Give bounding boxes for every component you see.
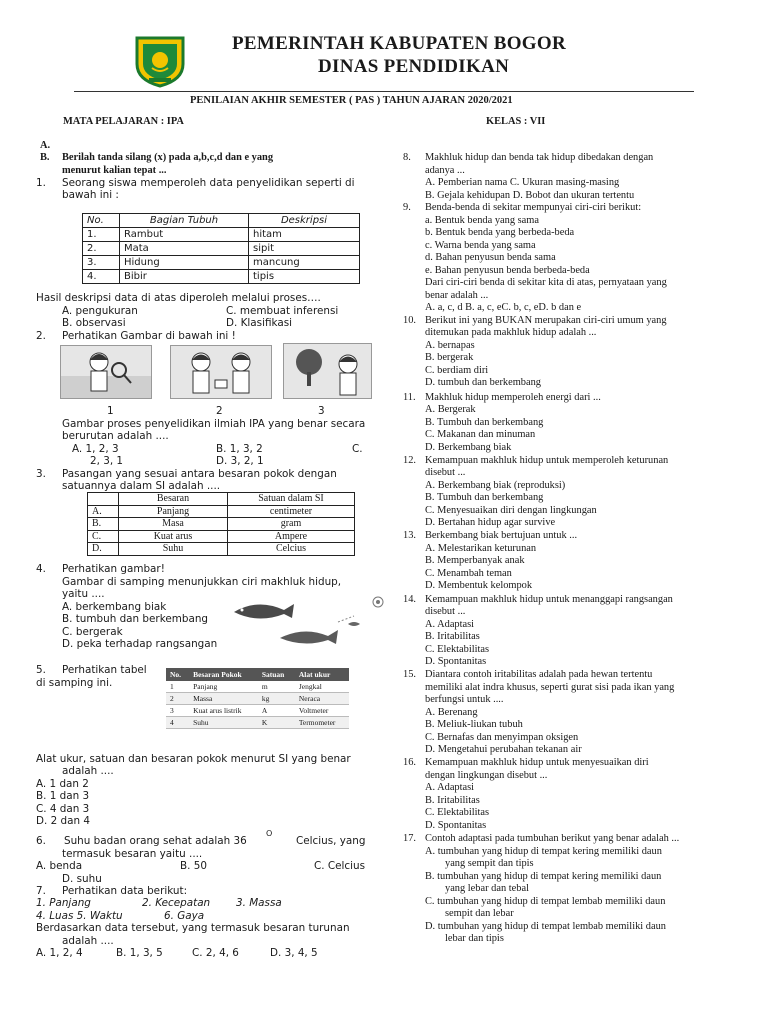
q5-question-2: adalah ....	[62, 765, 114, 777]
q9-item-a: a. Bentuk benda yang sama	[425, 215, 539, 226]
q4-option-b: B. tumbuh dan berkembang	[62, 613, 209, 625]
cell: D.	[88, 543, 119, 556]
q15-option-d: D. Mengetahui perubahan tekanan air	[425, 744, 582, 755]
cell: Rambut	[120, 228, 249, 242]
q12-option-d: D. Bertahan hidup agar survive	[425, 517, 556, 528]
q14-option-a: A. Adaptasi	[425, 619, 475, 630]
table-row	[83, 256, 360, 270]
cell: A	[258, 705, 295, 717]
cell: Neraca	[295, 693, 349, 705]
q3-number: 3.	[36, 468, 46, 480]
q3-text: Pasangan yang sesuai antara besaran pokok dengan	[62, 468, 337, 480]
q16-number: 16.	[403, 757, 416, 768]
q14-text: Kemampuan makhluk hidup untuk menanggapi rangsangan	[425, 594, 673, 605]
cell: Bibir	[120, 270, 249, 284]
q2-picture-1	[60, 345, 152, 399]
cell: 2.	[83, 242, 120, 256]
table-row	[166, 717, 349, 729]
q17-option-b-2: yang lebar dan tebal	[445, 883, 529, 894]
cell: hitam	[249, 228, 360, 242]
cell: Massa	[189, 693, 258, 705]
q8-text-2: adanya ...	[425, 165, 465, 176]
q5-option-d: D. 2 dan 4	[36, 815, 90, 827]
q1-table	[82, 213, 360, 284]
q2-text: Perhatikan Gambar di bawah ini !	[62, 330, 236, 342]
q17-text: Contoh adaptasi pada tumbuhan berikut yang benar adalah ...	[425, 833, 680, 844]
q6-number: 6.	[36, 835, 46, 847]
q2-question: Gambar proses penyelidikan ilmiah IPA yang benar secara	[62, 418, 366, 430]
q2-number: 2.	[36, 330, 46, 342]
cell: 1	[166, 681, 189, 693]
q7-item-6: 6. Gaya	[164, 910, 205, 922]
q1-text-2: bawah ini :	[62, 189, 119, 201]
q2-option-c: C.	[352, 443, 363, 455]
q1-option-c: C. membuat inferensi	[226, 305, 339, 317]
cell: centimeter	[228, 505, 355, 518]
q9-item-d: d. Bahan penyusun benda sama	[425, 252, 556, 263]
q9-item-b: b. Bentuk benda yang berbeda-beda	[425, 227, 575, 238]
q2-picture-2	[170, 345, 272, 399]
q13-number: 13.	[403, 530, 416, 541]
q17-option-a: A. tumbuhan yang hidup di tempat kering memiliki daun	[425, 846, 662, 857]
header-divider	[74, 91, 694, 92]
cell: Panjang	[119, 505, 228, 518]
q15-text-3: berfungsi untuk ....	[425, 694, 504, 705]
cell: 3	[166, 705, 189, 717]
cell: kg	[258, 693, 295, 705]
q7-item-4: 4. Luas 5. Waktu	[36, 910, 123, 922]
q7-item-2: 2. Kecepatan	[142, 897, 211, 909]
q2-option-d: D. 3, 2, 1	[216, 455, 264, 467]
q11-option-b: B. Tumbuh dan berkembang	[425, 417, 544, 428]
q11-option-c: C. Makanan dan minuman	[425, 429, 536, 440]
q17-option-c: C. tumbuhan yang hidup di tempat lembab memiliki daun	[425, 896, 666, 907]
q9-options: A. a, c, d B. a, c, eC. b, c, eD. b dan e	[425, 302, 582, 313]
cell: 1.	[83, 228, 120, 242]
q3-col-option	[88, 493, 119, 506]
q4-number: 4.	[36, 563, 46, 575]
q10-text: Berikut ini yang BUKAN merupakan ciri-ciri umum yang	[425, 315, 667, 326]
q7-option-d: D. 3, 4, 5	[270, 947, 318, 959]
cell: Suhu	[119, 543, 228, 556]
q9-item-c: c. Warna benda yang sama	[425, 240, 536, 251]
q12-option-b: B. Tumbuh dan berkembang	[425, 492, 544, 503]
q1-question: Hasil deskripsi data di atas diperoleh melalui proses….	[36, 292, 321, 304]
q7-option-b: B. 1, 3, 5	[116, 947, 163, 959]
q4-fish-picture	[228, 592, 386, 650]
q10-option-c: C. berdiam diri	[425, 365, 489, 376]
q1-text: Seorang siswa memperoleh data penyelidikan seperti di	[62, 177, 355, 189]
q2-option-c-value: 2, 3, 1	[90, 455, 124, 467]
q2-label-1: 1	[107, 405, 114, 417]
q10-option-d: D. tumbuh dan berkembang	[425, 377, 542, 388]
table-row	[83, 270, 360, 284]
q12-option-a: A. Berkembang biak (reproduksi)	[425, 480, 566, 491]
q3-text-2: satuannya dalam SI adalah ....	[62, 480, 221, 492]
cell: Termometer	[295, 717, 349, 729]
section-b-instruction: Berilah tanda silang (x) pada a,b,c,d dan e yang	[62, 152, 274, 163]
cell: 4.	[83, 270, 120, 284]
q15-option-c: C. Bernafas dan menyimpan oksigen	[425, 732, 579, 743]
q14-option-b: B. Iritabilitas	[425, 631, 480, 642]
q8-options-ac: A. Pemberian nama C. Ukuran masing-masing	[425, 177, 620, 188]
subject-label: MATA PELAJARAN : IPA	[63, 116, 184, 127]
class-label: KELAS : VII	[486, 116, 546, 127]
q3-table	[87, 492, 355, 556]
q16-text: Kemampuan makhluk hidup untuk menyesuaikan diri	[425, 757, 649, 768]
cell: Masa	[119, 518, 228, 531]
q17-option-d-2: lebar dan tipis	[445, 933, 504, 944]
q12-number: 12.	[403, 455, 416, 466]
section-a: A.	[40, 140, 51, 151]
section-b-instruction-2: menurut kalian tepat ...	[62, 165, 167, 176]
q6-option-b: B. 50	[180, 860, 207, 872]
q5-option-a: A. 1 dan 2	[36, 778, 89, 790]
header-line-2: DINAS PENDIDIKAN	[318, 56, 510, 77]
q2-picture-3	[283, 343, 372, 399]
cell: mancung	[249, 256, 360, 270]
q5-question: Alat ukur, satuan dan besaran pokok menurut SI yang benar	[36, 753, 351, 765]
q13-option-a: A. Melestarikan keturunan	[425, 543, 537, 554]
q1-col-part: Bagian Tubuh	[120, 214, 249, 228]
cell: Kuat arus listrik	[189, 705, 258, 717]
cell: 3.	[83, 256, 120, 270]
cell: 4	[166, 717, 189, 729]
q9-question-2: benar adalah ...	[425, 290, 489, 301]
q9-number: 9.	[403, 202, 411, 213]
q1-col-no: No.	[83, 214, 120, 228]
q7-question-2: adalah ....	[62, 935, 114, 947]
section-b-label: B.	[40, 152, 50, 163]
q17-option-b: B. tumbuhan yang hidup di tempat kering memiliki daun	[425, 871, 662, 882]
cell: Kuat arus	[119, 530, 228, 543]
q11-option-d: D. Berkembang biak	[425, 442, 512, 453]
q8-text: Makhluk hidup dan benda tak hidup dibedakan dengan	[425, 152, 654, 163]
q6-text-cont: Celcius, yang	[296, 835, 366, 847]
q4-question: Gambar di samping menunjukkan ciri makhluk hidup,	[62, 576, 342, 588]
q7-item-1: 1. Panjang	[36, 897, 91, 909]
q16-option-b: B. Iritabilitas	[425, 795, 480, 806]
cell: m	[258, 681, 295, 693]
q4-text: Perhatikan gambar!	[62, 563, 165, 575]
q13-text: Berkembang biak bertujuan untuk ...	[425, 530, 578, 541]
q2-option-b: B. 1, 3, 2	[216, 443, 263, 455]
q2-label-3: 3	[318, 405, 325, 417]
cell: 2	[166, 693, 189, 705]
q5-table	[166, 668, 349, 729]
q7-number: 7.	[36, 885, 46, 897]
q5-col-tool: Alat ukur	[295, 668, 349, 681]
q10-text-2: ditemukan pada makhluk hidup adalah ...	[425, 327, 597, 338]
q11-text: Makhluk hidup memperoleh energi dari ...	[425, 392, 601, 403]
q5-option-c: C. 4 dan 3	[36, 803, 90, 815]
q5-col-no: No.	[166, 668, 189, 681]
q5-col-unit: Satuan	[258, 668, 295, 681]
q17-option-d: D. tumbuhan yang hidup di tempat lembab memiliki daun	[425, 921, 666, 932]
cell: Suhu	[189, 717, 258, 729]
q7-option-a: A. 1, 2, 4	[36, 947, 83, 959]
q16-option-a: A. Adaptasi	[425, 782, 475, 793]
cell: Panjang	[189, 681, 258, 693]
q13-option-b: B. Memperbanyak anak	[425, 555, 525, 566]
q15-option-b: B. Meliuk-liukan tubuh	[425, 719, 523, 730]
q1-option-a: A. pengukuran	[62, 305, 138, 317]
q7-option-c: C. 2, 4, 6	[192, 947, 239, 959]
q8-options-bd: B. Gejala kehidupan D. Bobot dan ukuran tertentu	[425, 190, 635, 201]
q10-option-a: A. bernapas	[425, 340, 475, 351]
q17-option-a-2: yang sempit dan tipis	[445, 858, 534, 869]
q12-option-c: C. Menyesuaikan diri dengan lingkungan	[425, 505, 597, 516]
cell: Jengkal	[295, 681, 349, 693]
table-row	[88, 518, 355, 531]
q16-option-c: C. Elektabilitas	[425, 807, 490, 818]
cell: B.	[88, 518, 119, 531]
table-row	[83, 242, 360, 256]
cell: Ampere	[228, 530, 355, 543]
q7-item-3: 3. Massa	[236, 897, 282, 909]
q9-text: Benda-benda di sekitar mempunyai ciri-ciri berikut:	[425, 202, 642, 213]
cell: Mata	[120, 242, 249, 256]
cell: sipit	[249, 242, 360, 256]
q6-text: Suhu badan orang sehat adalah 36	[64, 835, 247, 847]
q1-option-d: D. Klasifikasi	[226, 317, 293, 329]
q4-option-d: D. peka terhadap rangsangan	[62, 638, 218, 650]
q12-text-2: disebut ...	[425, 467, 466, 478]
cell: tipis	[249, 270, 360, 284]
table-row	[88, 530, 355, 543]
q6-degree-symbol: O	[266, 829, 273, 838]
cell: K	[258, 717, 295, 729]
q3-col-quantity: Besaran	[119, 493, 228, 506]
table-row	[166, 705, 349, 717]
q14-number: 14.	[403, 594, 416, 605]
cell: Celcius	[228, 543, 355, 556]
q17-option-c-2: sempit dan lebar	[445, 908, 514, 919]
q2-question-2: berurutan adalah ....	[62, 430, 169, 442]
table-row	[83, 228, 360, 242]
q5-text-2: di samping ini.	[36, 677, 113, 689]
q15-text: Diantara contoh iritabilitas adalah pada hewan tertentu	[425, 669, 653, 680]
q4-option-a: A. berkembang biak	[62, 601, 167, 613]
q14-text-2: disebut ...	[425, 606, 466, 617]
q5-text: Perhatikan tabel	[62, 664, 147, 676]
q4-option-c: C. bergerak	[62, 626, 123, 638]
q14-option-d: D. Spontanitas	[425, 656, 487, 667]
q14-option-c: C. Elektabilitas	[425, 644, 490, 655]
table-row	[88, 505, 355, 518]
q5-number: 5.	[36, 664, 46, 676]
q9-question: Dari ciri-ciri benda di sekitar kita di atas, pernyataan yang	[425, 277, 667, 288]
q13-option-c: C. Menambah teman	[425, 568, 512, 579]
q10-option-b: B. bergerak	[425, 352, 474, 363]
q6-option-c: C. Celcius	[314, 860, 365, 872]
bogor-logo	[133, 34, 187, 88]
q4-question-2: yaitu ....	[62, 588, 105, 600]
q15-option-a: A. Berenang	[425, 707, 478, 718]
q1-option-b: B. observasi	[62, 317, 126, 329]
header-line-1: PEMERINTAH KABUPATEN BOGOR	[232, 33, 566, 54]
table-row	[166, 693, 349, 705]
q7-text: Perhatikan data berikut:	[62, 885, 188, 897]
q11-option-a: A. Bergerak	[425, 404, 476, 415]
q1-col-desc: Deskripsi	[249, 214, 360, 228]
cell: gram	[228, 518, 355, 531]
q16-text-2: dengan lingkungan disebut ...	[425, 770, 548, 781]
q8-number: 8.	[403, 152, 411, 163]
table-row	[88, 543, 355, 556]
cell: C.	[88, 530, 119, 543]
q12-text: Kemampuan makhluk hidup untuk memperoleh keturunan	[425, 455, 669, 466]
q2-option-a: A. 1, 2, 3	[72, 443, 119, 455]
q2-label-2: 2	[216, 405, 223, 417]
q10-number: 10.	[403, 315, 416, 326]
q5-option-b: B. 1 dan 3	[36, 790, 90, 802]
q15-number: 15.	[403, 669, 416, 680]
q17-number: 17.	[403, 833, 416, 844]
q3-col-unit: Satuan dalam SI	[228, 493, 355, 506]
cell: Voltmeter	[295, 705, 349, 717]
q6-text-2: termasuk besaran yaitu ....	[62, 848, 203, 860]
exam-title: PENILAIAN AKHIR SEMESTER ( PAS ) TAHUN AJARAN 2020/2021	[190, 95, 513, 106]
q9-item-e: e. Bahan penyusun benda berbeda-beda	[425, 265, 590, 276]
q6-option-a: A. benda	[36, 860, 83, 872]
q11-number: 11.	[403, 392, 416, 403]
q7-question: Berdasarkan data tersebut, yang termasuk besaran turunan	[36, 922, 350, 934]
q13-option-d: D. Membentuk kelompok	[425, 580, 533, 591]
q15-text-2: memiliki alat indra khusus, seperti gurat sisi pada ikan yang	[425, 682, 675, 693]
q16-option-d: D. Spontanitas	[425, 820, 487, 831]
q1-number: 1.	[36, 177, 46, 189]
q5-col-quantity: Besaran Pokok	[189, 668, 258, 681]
cell: Hidung	[120, 256, 249, 270]
q6-option-d: D. suhu	[62, 873, 102, 885]
table-row	[166, 681, 349, 693]
cell: A.	[88, 505, 119, 518]
